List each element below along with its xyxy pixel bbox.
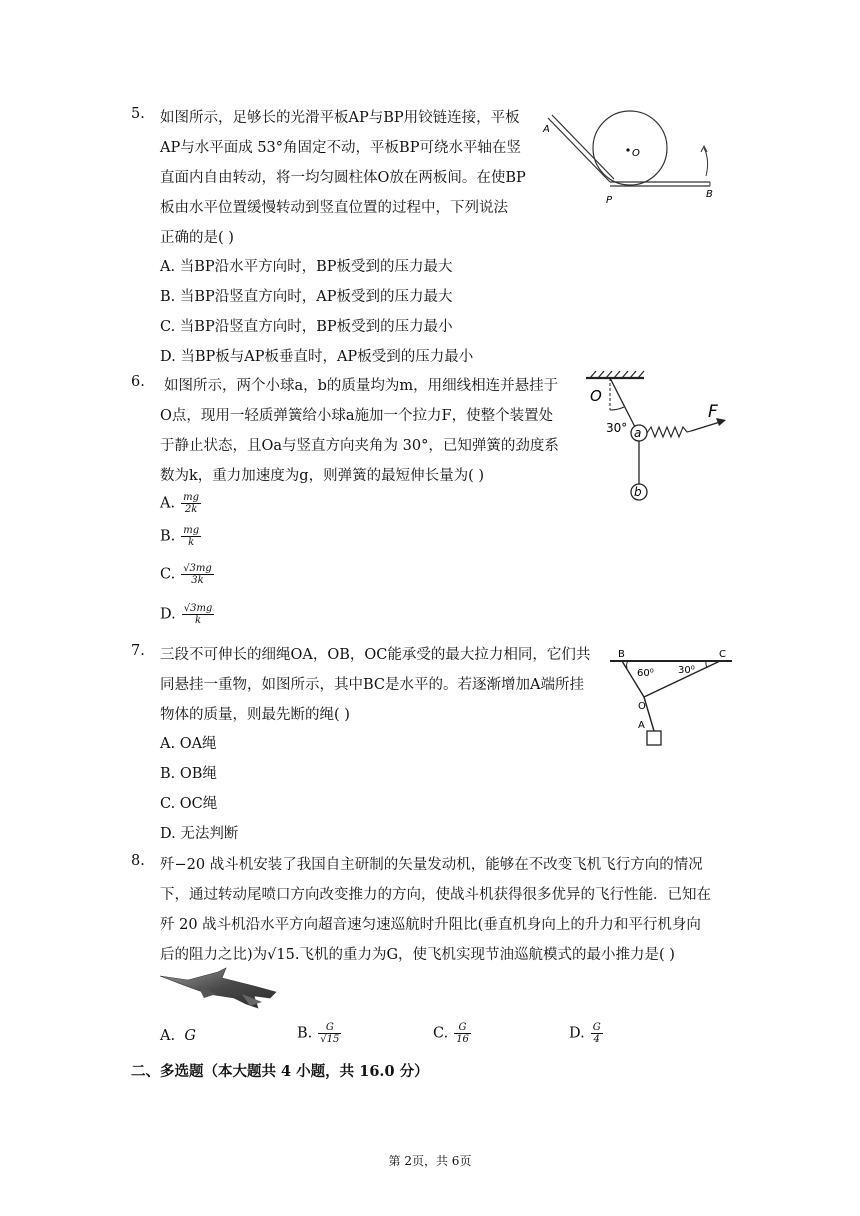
label-ball-b: b xyxy=(634,485,642,499)
option-label: A. xyxy=(160,1028,176,1044)
option-d: D. 无法判断 xyxy=(160,826,239,842)
label-p: P xyxy=(606,195,613,206)
question-text-line: 后的阻力之比)为√15.飞机的重力为G，使飞机实现节油巡航模式的最小推力是( ) xyxy=(160,947,675,963)
page-footer: 第 2页，共 6页 xyxy=(388,1154,472,1168)
question-text-line: 同悬挂一重物，如图所示，其中BC是水平的。若逐渐增加A端所挂 xyxy=(160,677,584,693)
option-text: G xyxy=(184,1028,196,1044)
question-text-line: 如图所示，足够长的光滑平板AP与BP用铰链连接，平板 xyxy=(160,110,520,126)
option-label: C. xyxy=(433,1025,449,1042)
option-b: B. OB绳 xyxy=(160,766,217,782)
label-angle: 30° xyxy=(606,421,628,435)
option-d: D. 当BP板与AP板垂直时，AP板受到的压力最小 xyxy=(160,349,474,365)
denominator: 3k xyxy=(191,575,204,586)
option-c xyxy=(433,1022,471,1045)
denominator: 4 xyxy=(593,1034,600,1045)
spring-balls-figure xyxy=(580,370,740,505)
option-a xyxy=(160,1028,196,1044)
denominator: 16 xyxy=(456,1034,469,1045)
label-a: A xyxy=(543,124,550,135)
hinged-plates-figure xyxy=(540,100,740,210)
question-text-line: 直面内自由转动，将一均匀圆柱体O放在两板间。在使BP xyxy=(160,170,526,186)
fraction xyxy=(454,1022,471,1045)
question-text-line: 正确的是( ) xyxy=(160,230,234,246)
option-label: A. xyxy=(160,495,176,512)
question-number: 7. xyxy=(131,643,145,659)
option-a: A. OA绳 xyxy=(160,736,217,752)
fraction xyxy=(318,1022,341,1045)
question-text-line: 如图所示，两个小球a，b的质量均为m，用细线相连并悬挂于 xyxy=(164,378,559,394)
option-label: B. xyxy=(160,528,176,545)
numerator: mg xyxy=(183,492,199,503)
fraction xyxy=(181,563,214,586)
label-angle-b: 60⁰ xyxy=(637,668,654,679)
fighter-jet-image xyxy=(158,964,280,1012)
question-text-line: O点，现用一轻质弹簧给小球a施加一个拉力F，使整个装置处 xyxy=(160,408,554,424)
question-number: 6. xyxy=(131,374,145,390)
label-c: C xyxy=(719,649,726,660)
denominator: √15 xyxy=(320,1034,340,1045)
question-text-line: 板由水平位置缓慢转动到竖直位置的过程中，下列说法 xyxy=(160,200,508,216)
label-a: A xyxy=(638,720,645,731)
option-label: D. xyxy=(160,606,176,623)
fraction xyxy=(181,525,201,548)
option-a: A. 当BP沿水平方向时，BP板受到的压力最大 xyxy=(160,259,453,275)
question-number: 8. xyxy=(131,853,145,869)
option-d xyxy=(569,1022,603,1045)
option-label: D. xyxy=(569,1025,585,1042)
question-text-line: 物体的质量，则最先断的绳( ) xyxy=(160,707,350,723)
option-c xyxy=(160,563,214,586)
label-o: O xyxy=(632,148,640,159)
question-number: 5. xyxy=(131,106,145,122)
option-a xyxy=(160,492,201,515)
question-text-line: 下，通过转动尾喷口方向改变推力的方向，使战斗机获得很多优异的飞行性能．已知在 xyxy=(160,887,711,903)
fraction xyxy=(591,1022,603,1045)
question-text-line: 数为k，重力加速度为g，则弹簧的最短伸长量为( ) xyxy=(160,468,484,484)
option-c: C. 当BP沿竖直方向时，BP板受到的压力最小 xyxy=(160,319,453,335)
option-label: C. xyxy=(160,566,176,583)
label-b: B xyxy=(618,649,625,660)
numerator: G xyxy=(318,1022,341,1034)
section-heading: 二、多选题（本大题共 4 小题，共 16.0 分） xyxy=(131,1063,429,1080)
option-b: B. 当BP沿竖直方向时，AP板受到的压力最大 xyxy=(160,289,453,305)
question-text-line: 三段不可伸长的细绳OA，OB，OC能承受的最大拉力相同，它们共 xyxy=(160,647,591,663)
question-text-line: 歼−20 战斗机安装了我国自主研制的矢量发动机，能够在不改变飞机飞行方向的情况 xyxy=(160,857,703,873)
label-o: O xyxy=(590,387,602,405)
fraction xyxy=(181,492,201,515)
denominator: 2k xyxy=(184,504,198,515)
question-text-line: 于静止状态，且Oa与竖直方向夹角为 30°，已知弹簧的劲度系 xyxy=(160,438,559,454)
denominator: k xyxy=(195,615,202,626)
option-d xyxy=(160,603,214,626)
numerator: G xyxy=(454,1022,471,1034)
option-c: C. OC绳 xyxy=(160,796,218,812)
label-angle-c: 30⁰ xyxy=(678,665,695,676)
numerator: √3mg xyxy=(183,603,213,614)
question-text-line: 歼 20 战斗机沿水平方向超音速匀速巡航时升阻比(垂直机身向上的升力和平行机身向 xyxy=(160,917,701,933)
numerator: √3mg xyxy=(183,563,212,574)
label-o: O xyxy=(638,701,646,712)
fraction xyxy=(182,603,215,626)
three-ropes-figure xyxy=(606,645,746,750)
option-label: B. xyxy=(297,1025,313,1042)
question-text-line: AP与水平面成 53°角固定不动，平板BP可绕水平轴在竖 xyxy=(160,140,521,156)
denominator: k xyxy=(188,537,195,548)
option-b xyxy=(160,525,201,548)
label-force-f: F xyxy=(708,402,718,422)
numerator: mg xyxy=(183,525,200,536)
label-b: B xyxy=(706,189,713,200)
option-b xyxy=(297,1022,341,1045)
numerator: G xyxy=(592,1022,601,1033)
label-ball-a: a xyxy=(634,426,642,440)
